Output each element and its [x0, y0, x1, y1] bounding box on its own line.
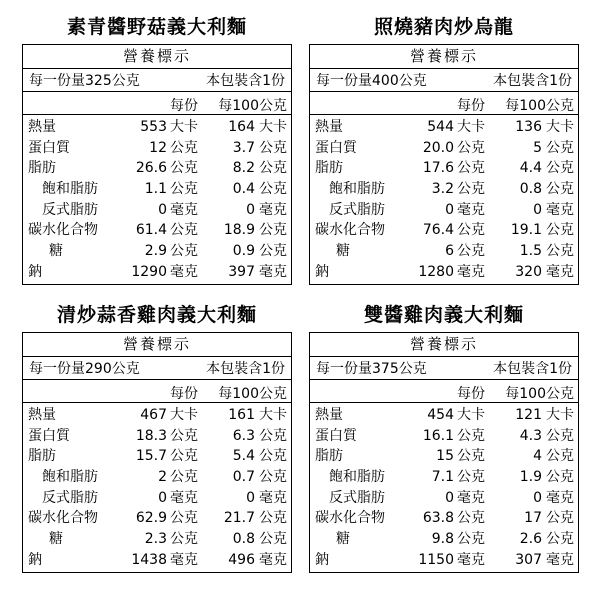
per-100g-value: 4 [533, 448, 542, 465]
per-100g-unit: 公克 [546, 222, 574, 239]
per-100g-unit: 公克 [259, 181, 287, 198]
label-header: 營養標示 [310, 45, 578, 69]
per-serving-value: 1438 [131, 551, 167, 568]
per-serving-unit: 毫克 [457, 551, 485, 568]
nutrient-row [310, 138, 578, 159]
nutrient-name: 飽和脂肪 [329, 181, 385, 198]
per-serving-unit: 公克 [457, 510, 485, 527]
per-serving-value: 2.3 [144, 531, 167, 548]
nutrient-row [23, 446, 291, 467]
column-per-100g: 每100公克 [505, 386, 574, 402]
nutrient-rows [23, 403, 291, 571]
nutrient-name: 反式脂肪 [329, 489, 385, 506]
nutrient-row [310, 467, 578, 488]
per-serving-value: 62.9 [135, 510, 167, 527]
per-100g-value: 19.1 [510, 222, 542, 239]
serving-row [310, 357, 578, 380]
nutrient-name: 飽和脂肪 [329, 469, 385, 486]
per-serving-unit: 大卡 [457, 119, 485, 135]
servings-per-pack: 本包裝含1份 [493, 361, 572, 377]
per-serving-value: 0 [158, 489, 167, 506]
servings-per-pack: 本包裝含1份 [493, 73, 572, 89]
nutrient-name: 脂肪 [28, 160, 56, 177]
per-serving-value: 467 [140, 407, 167, 423]
per-100g-unit: 毫克 [546, 263, 574, 280]
per-serving-unit: 公克 [457, 139, 485, 156]
per-100g-value: 8.2 [232, 160, 255, 177]
per-serving-unit: 公克 [170, 243, 198, 260]
per-serving-unit: 公克 [457, 181, 485, 198]
per-serving-unit: 公克 [457, 469, 485, 486]
per-100g-unit: 公克 [546, 181, 574, 198]
per-100g-value: 121 [515, 407, 542, 423]
per-serving-unit: 公克 [457, 427, 485, 444]
nutrient-rows [310, 115, 578, 283]
nutrient-name: 反式脂肪 [42, 489, 98, 506]
nutrient-name: 蛋白質 [28, 139, 70, 156]
per-serving-unit: 大卡 [170, 407, 198, 423]
per-serving-value: 26.6 [135, 160, 167, 177]
servings-per-pack: 本包裝含1份 [206, 361, 285, 377]
per-serving-unit: 公克 [170, 448, 198, 465]
per-100g-value: 0 [533, 201, 542, 218]
nutrient-row [310, 262, 578, 283]
per-serving-value: 0 [158, 201, 167, 218]
per-100g-unit: 公克 [546, 243, 574, 260]
nutrient-name: 反式脂肪 [329, 201, 385, 218]
nutrient-name: 鈉 [315, 263, 329, 280]
per-100g-value: 307 [515, 551, 542, 568]
per-serving-value: 553 [140, 119, 167, 135]
nutrient-name: 脂肪 [315, 160, 343, 177]
nutrient-row [310, 241, 578, 262]
per-100g-value: 0 [533, 489, 542, 506]
nutrient-row [23, 550, 291, 571]
per-serving-unit: 公克 [170, 160, 198, 177]
per-100g-unit: 公克 [259, 448, 287, 465]
nutrient-name: 糖 [49, 531, 63, 548]
per-100g-value: 1.9 [519, 469, 542, 486]
per-100g-unit: 公克 [259, 222, 287, 239]
column-per-serving: 每份 [170, 98, 198, 114]
nutrient-row [23, 467, 291, 488]
per-serving-unit: 公克 [170, 181, 198, 198]
per-serving-value: 18.3 [135, 427, 167, 444]
product-title: 雙醬雞肉義大利麵 [363, 304, 524, 326]
per-serving-value: 12 [149, 139, 167, 156]
per-serving-value: 61.4 [135, 222, 167, 239]
nutrient-row [310, 200, 578, 221]
per-serving-unit: 公克 [170, 222, 198, 239]
per-serving-unit: 公克 [457, 160, 485, 177]
per-100g-unit: 公克 [259, 243, 287, 260]
nutrient-name: 熱量 [28, 407, 56, 423]
nutrient-row [23, 138, 291, 159]
per-100g-value: 0.8 [232, 531, 255, 548]
per-100g-unit: 公克 [546, 469, 574, 486]
per-100g-value: 6.3 [232, 427, 255, 444]
nutrient-name: 熱量 [28, 119, 56, 135]
nutrient-name: 鈉 [315, 551, 329, 568]
per-serving-unit: 毫克 [170, 201, 198, 218]
per-100g-value: 5.4 [232, 448, 255, 465]
nutrient-name: 脂肪 [315, 448, 343, 465]
nutrient-name: 脂肪 [28, 448, 56, 465]
serving-size: 每一份量400公克 [316, 73, 427, 89]
per-100g-unit: 毫克 [259, 201, 287, 218]
per-serving-value: 454 [427, 407, 454, 423]
per-serving-value: 0 [445, 201, 454, 218]
per-serving-unit: 公克 [457, 243, 485, 260]
nutrient-row [23, 405, 291, 426]
per-serving-value: 2 [158, 469, 167, 486]
per-serving-value: 63.8 [422, 510, 454, 527]
servings-per-pack: 本包裝含1份 [206, 73, 285, 89]
label-header: 營養標示 [310, 333, 578, 357]
column-headers [23, 92, 291, 115]
per-serving-unit: 毫克 [170, 263, 198, 280]
label-header: 營養標示 [23, 333, 291, 357]
nutrient-name: 蛋白質 [315, 427, 357, 444]
per-100g-unit: 公克 [546, 448, 574, 465]
product-title: 照燒豬肉炒烏龍 [373, 16, 514, 38]
product-title: 清炒蒜香雞肉義大利麵 [56, 304, 257, 326]
per-serving-unit: 公克 [457, 531, 485, 548]
per-serving-unit: 毫克 [170, 489, 198, 506]
column-per-serving: 每份 [457, 98, 485, 114]
per-100g-value: 18.9 [223, 222, 255, 239]
per-100g-unit: 公克 [546, 160, 574, 177]
per-100g-unit: 大卡 [546, 407, 574, 423]
per-100g-unit: 毫克 [546, 551, 574, 568]
per-serving-unit: 公克 [170, 139, 198, 156]
nutrient-row [310, 220, 578, 241]
per-serving-value: 544 [427, 119, 454, 135]
nutrient-row [23, 220, 291, 241]
per-100g-unit: 毫克 [546, 489, 574, 506]
nutrient-row [23, 179, 291, 200]
nutrient-rows [310, 403, 578, 571]
nutrient-name: 糖 [336, 243, 350, 260]
per-100g-value: 0.8 [519, 181, 542, 198]
per-100g-value: 5 [533, 139, 542, 156]
per-serving-value: 76.4 [422, 222, 454, 239]
per-serving-value: 1280 [418, 263, 454, 280]
nutrient-row [23, 426, 291, 447]
per-serving-unit: 大卡 [170, 119, 198, 135]
per-serving-unit: 毫克 [457, 263, 485, 280]
per-serving-unit: 毫克 [170, 551, 198, 568]
per-100g-unit: 公克 [259, 531, 287, 548]
per-100g-unit: 公克 [259, 510, 287, 527]
nutrient-name: 熱量 [315, 119, 343, 135]
per-serving-value: 15 [436, 448, 454, 465]
nutrient-row [310, 117, 578, 138]
per-100g-unit: 公克 [259, 469, 287, 486]
nutrient-name: 反式脂肪 [42, 201, 98, 218]
per-serving-value: 7.1 [431, 469, 454, 486]
per-100g-unit: 公克 [259, 427, 287, 444]
nutrient-row [310, 488, 578, 509]
per-serving-value: 1.1 [144, 181, 167, 198]
nutrient-row [23, 262, 291, 283]
nutrient-row [23, 488, 291, 509]
nutrient-row [310, 179, 578, 200]
nutrition-label-box [22, 44, 292, 285]
nutrient-name: 碳水化合物 [28, 510, 98, 527]
nutrient-name: 糖 [49, 243, 63, 260]
nutrient-row [310, 529, 578, 550]
per-100g-unit: 公克 [546, 427, 574, 444]
nutrient-name: 飽和脂肪 [42, 181, 98, 198]
per-serving-unit: 公克 [457, 448, 485, 465]
per-100g-unit: 公克 [259, 139, 287, 156]
nutrient-name: 鈉 [28, 551, 42, 568]
per-100g-value: 3.7 [232, 139, 255, 156]
per-serving-value: 0 [445, 489, 454, 506]
label-header: 營養標示 [23, 45, 291, 69]
nutrient-row [310, 550, 578, 571]
per-100g-value: 397 [228, 263, 255, 280]
nutrient-row [310, 158, 578, 179]
column-headers [310, 92, 578, 115]
nutrient-name: 碳水化合物 [315, 510, 385, 527]
per-100g-value: 496 [228, 551, 255, 568]
serving-row [310, 69, 578, 92]
per-serving-unit: 公克 [457, 222, 485, 239]
column-per-serving: 每份 [457, 386, 485, 402]
per-100g-value: 161 [228, 407, 255, 423]
nutrient-name: 碳水化合物 [28, 222, 98, 239]
serving-row [23, 357, 291, 380]
per-100g-unit: 大卡 [259, 119, 287, 135]
per-100g-value: 136 [515, 119, 542, 135]
nutrient-name: 飽和脂肪 [42, 469, 98, 486]
per-serving-value: 6 [445, 243, 454, 260]
nutrient-row [23, 200, 291, 221]
nutrient-name: 蛋白質 [28, 427, 70, 444]
per-serving-value: 20.0 [422, 139, 454, 156]
nutrition-label-box [22, 332, 292, 573]
per-100g-unit: 毫克 [259, 263, 287, 280]
per-100g-unit: 毫克 [259, 551, 287, 568]
per-serving-value: 16.1 [422, 427, 454, 444]
product-title: 素青醬野菇義大利麵 [66, 16, 247, 38]
nutrient-row [23, 158, 291, 179]
column-per-100g: 每100公克 [218, 386, 287, 402]
nutrient-name: 蛋白質 [315, 139, 357, 156]
per-100g-value: 0.7 [232, 469, 255, 486]
nutrient-name: 碳水化合物 [315, 222, 385, 239]
per-serving-unit: 毫克 [457, 489, 485, 506]
nutrient-rows [23, 115, 291, 283]
per-100g-unit: 毫克 [546, 201, 574, 218]
per-serving-value: 15.7 [135, 448, 167, 465]
per-100g-value: 21.7 [223, 510, 255, 527]
nutrient-name: 熱量 [315, 407, 343, 423]
per-100g-value: 320 [515, 263, 542, 280]
nutrient-row [23, 241, 291, 262]
per-100g-unit: 大卡 [259, 407, 287, 423]
per-serving-value: 1150 [418, 551, 454, 568]
nutrient-row [23, 117, 291, 138]
column-headers [23, 380, 291, 403]
nutrient-row [310, 508, 578, 529]
per-100g-value: 17 [524, 510, 542, 527]
per-100g-value: 0.9 [232, 243, 255, 260]
nutrient-row [310, 405, 578, 426]
per-serving-unit: 公克 [170, 510, 198, 527]
serving-size: 每一份量325公克 [29, 73, 140, 89]
per-serving-value: 17.6 [422, 160, 454, 177]
column-per-100g: 每100公克 [505, 98, 574, 114]
per-100g-unit: 公克 [546, 510, 574, 527]
nutrient-name: 糖 [336, 531, 350, 548]
per-100g-value: 0.4 [232, 181, 255, 198]
per-100g-unit: 公克 [546, 531, 574, 548]
per-serving-unit: 毫克 [457, 201, 485, 218]
nutrient-row [23, 529, 291, 550]
per-serving-unit: 公克 [170, 469, 198, 486]
per-serving-value: 2.9 [144, 243, 167, 260]
nutrient-row [23, 508, 291, 529]
per-serving-value: 1290 [131, 263, 167, 280]
per-serving-unit: 大卡 [457, 407, 485, 423]
per-serving-value: 3.2 [431, 181, 454, 198]
column-per-serving: 每份 [170, 386, 198, 402]
per-100g-unit: 公克 [546, 139, 574, 156]
per-100g-value: 0 [246, 201, 255, 218]
per-100g-unit: 公克 [259, 160, 287, 177]
per-100g-value: 1.5 [519, 243, 542, 260]
nutrition-label-box [309, 44, 579, 285]
per-100g-unit: 毫克 [259, 489, 287, 506]
serving-size: 每一份量375公克 [316, 361, 427, 377]
per-100g-value: 164 [228, 119, 255, 135]
per-serving-unit: 公克 [170, 427, 198, 444]
per-100g-unit: 大卡 [546, 119, 574, 135]
nutrient-name: 鈉 [28, 263, 42, 280]
column-headers [310, 380, 578, 403]
per-serving-unit: 公克 [170, 531, 198, 548]
per-serving-value: 9.8 [431, 531, 454, 548]
serving-row [23, 69, 291, 92]
nutrient-row [310, 426, 578, 447]
per-100g-value: 4.3 [519, 427, 542, 444]
column-per-100g: 每100公克 [218, 98, 287, 114]
per-100g-value: 2.6 [519, 531, 542, 548]
per-100g-value: 4.4 [519, 160, 542, 177]
serving-size: 每一份量290公克 [29, 361, 140, 377]
nutrient-row [310, 446, 578, 467]
nutrition-label-box [309, 332, 579, 573]
per-100g-value: 0 [246, 489, 255, 506]
